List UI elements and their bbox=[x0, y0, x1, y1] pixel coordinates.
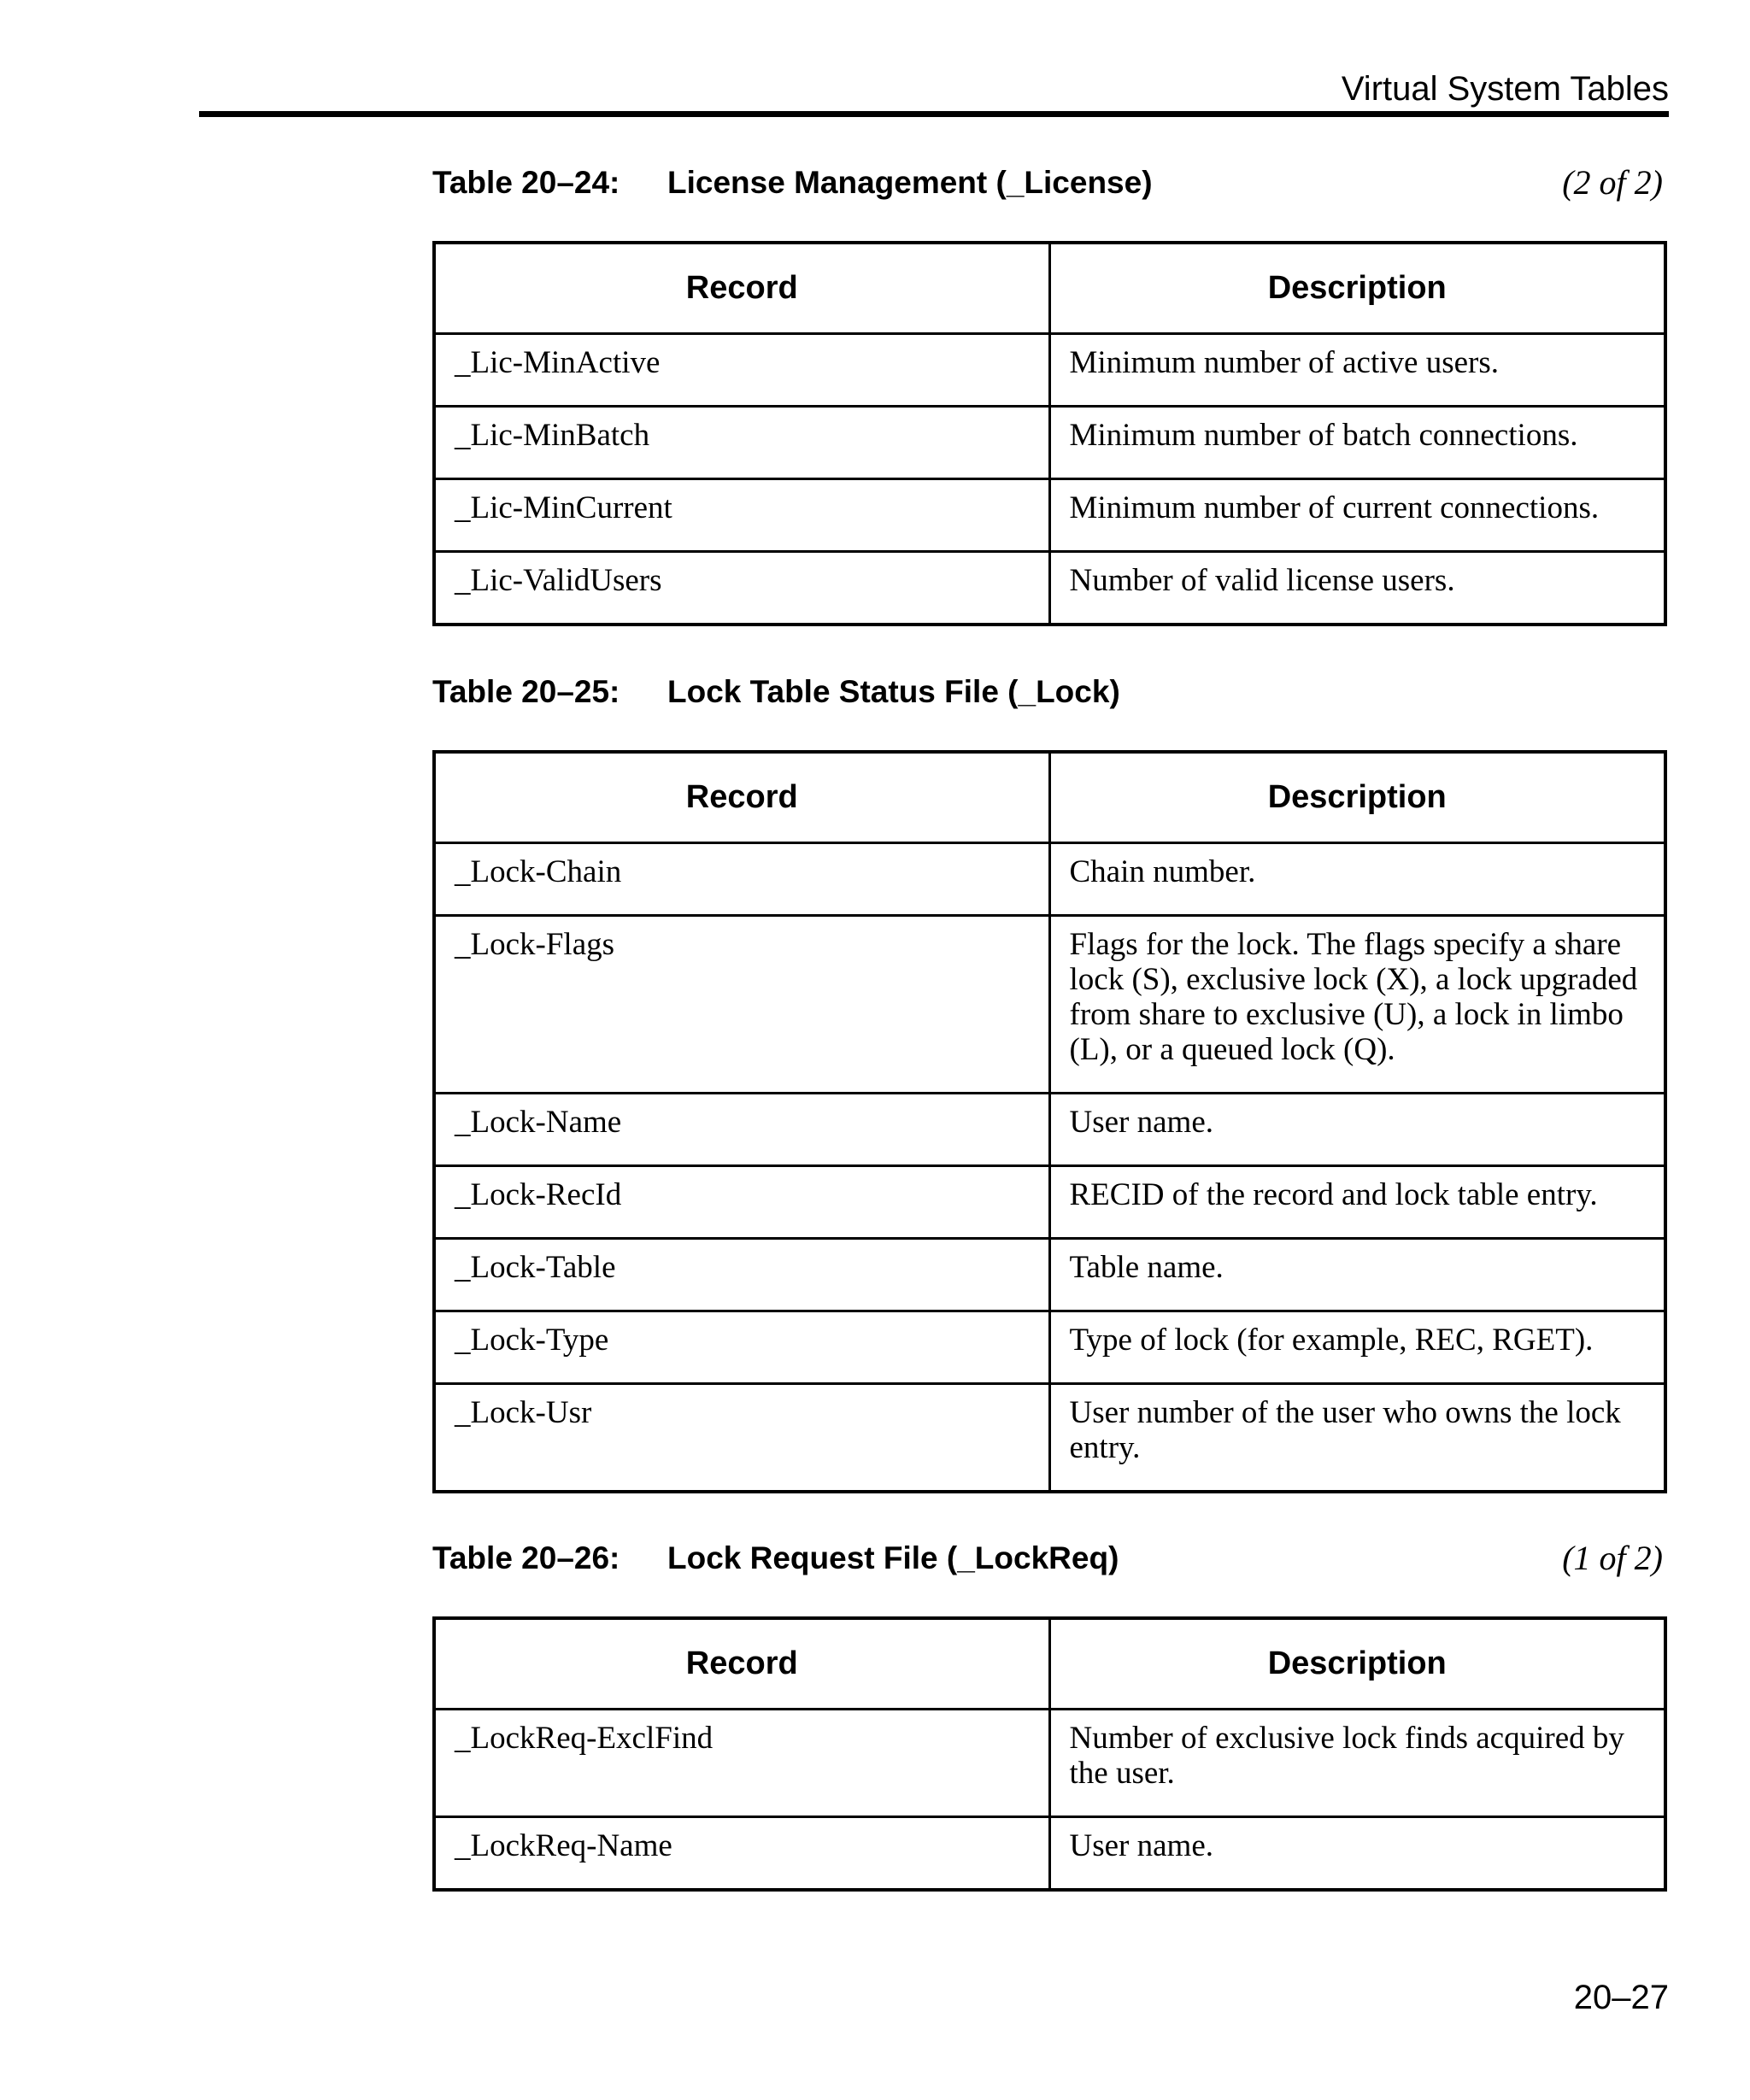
record-cell: _Lock-Flags bbox=[434, 916, 1049, 1094]
column-header-description: Description bbox=[1049, 1618, 1665, 1710]
table-row bbox=[434, 1311, 1665, 1384]
description-cell: RECID of the record and lock table entry. bbox=[1049, 1166, 1665, 1239]
table-continuation: (2 of 2) bbox=[1562, 163, 1663, 202]
record-cell: _Lock-RecId bbox=[434, 1166, 1049, 1239]
record-cell: _Lock-Name bbox=[434, 1094, 1049, 1166]
record-cell: _Lic-MinActive bbox=[434, 334, 1049, 407]
table-caption-license bbox=[432, 161, 1663, 205]
table-row bbox=[434, 1384, 1665, 1493]
table-row bbox=[434, 1094, 1665, 1166]
description-cell: Minimum number of batch connections. bbox=[1049, 407, 1665, 479]
lock-table bbox=[432, 750, 1667, 1493]
description-cell: Type of lock (for example, REC, RGET). bbox=[1049, 1311, 1665, 1384]
column-header-record: Record bbox=[434, 752, 1049, 843]
record-cell: _Lock-Type bbox=[434, 1311, 1049, 1384]
description-cell: Chain number. bbox=[1049, 843, 1665, 916]
table-row bbox=[434, 916, 1665, 1094]
table-number: Table 20–24: bbox=[432, 165, 620, 200]
table-row bbox=[434, 1166, 1665, 1239]
column-header-record: Record bbox=[434, 1618, 1049, 1710]
description-cell: Minimum number of current connections. bbox=[1049, 479, 1665, 552]
table-caption-lockreq bbox=[432, 1536, 1663, 1581]
lockreq-table bbox=[432, 1616, 1667, 1892]
description-cell: User name. bbox=[1049, 1817, 1665, 1891]
table-row bbox=[434, 552, 1665, 625]
table-caption-lock bbox=[432, 670, 1663, 714]
table-header-row bbox=[434, 243, 1665, 334]
description-cell: User number of the user who owns the lock entry. bbox=[1049, 1384, 1665, 1493]
column-header-description: Description bbox=[1049, 752, 1665, 843]
table-header-row bbox=[434, 752, 1665, 843]
table-row bbox=[434, 843, 1665, 916]
license-table bbox=[432, 241, 1667, 626]
description-cell: Flags for the lock. The flags specify a share lock (S), exclusive lock (X), a lock upgraded from share to exclusive (U), a lock in limbo (L), or a queued lock (Q). bbox=[1049, 916, 1665, 1094]
header-rule bbox=[199, 111, 1669, 117]
column-header-description: Description bbox=[1049, 243, 1665, 334]
table-title: Lock Request File (_LockReq) bbox=[667, 1540, 1119, 1575]
record-cell: _Lic-ValidUsers bbox=[434, 552, 1049, 625]
running-header: Virtual System Tables bbox=[1341, 70, 1669, 108]
page-number: 20–27 bbox=[1573, 1979, 1669, 2016]
description-cell: Number of exclusive lock finds acquired by the user. bbox=[1049, 1710, 1665, 1817]
record-cell: _Lic-MinBatch bbox=[434, 407, 1049, 479]
table-title: Lock Table Status File (_Lock) bbox=[667, 674, 1120, 709]
table-title: License Management (_License) bbox=[667, 165, 1153, 200]
record-cell: _Lock-Chain bbox=[434, 843, 1049, 916]
description-cell: Minimum number of active users. bbox=[1049, 334, 1665, 407]
record-cell: _LockReq-Name bbox=[434, 1817, 1049, 1891]
table-row bbox=[434, 479, 1665, 552]
table-row bbox=[434, 1817, 1665, 1891]
table-continuation: (1 of 2) bbox=[1562, 1539, 1663, 1577]
description-cell: Table name. bbox=[1049, 1239, 1665, 1311]
table-row bbox=[434, 1239, 1665, 1311]
description-cell: Number of valid license users. bbox=[1049, 552, 1665, 625]
record-cell: _Lic-MinCurrent bbox=[434, 479, 1049, 552]
column-header-record: Record bbox=[434, 243, 1049, 334]
description-cell: User name. bbox=[1049, 1094, 1665, 1166]
record-cell: _Lock-Usr bbox=[434, 1384, 1049, 1493]
table-row bbox=[434, 334, 1665, 407]
table-number: Table 20–26: bbox=[432, 1540, 620, 1575]
table-row bbox=[434, 407, 1665, 479]
record-cell: _Lock-Table bbox=[434, 1239, 1049, 1311]
table-header-row bbox=[434, 1618, 1665, 1710]
record-cell: _LockReq-ExclFind bbox=[434, 1710, 1049, 1817]
table-number: Table 20–25: bbox=[432, 674, 620, 709]
table-row bbox=[434, 1710, 1665, 1817]
